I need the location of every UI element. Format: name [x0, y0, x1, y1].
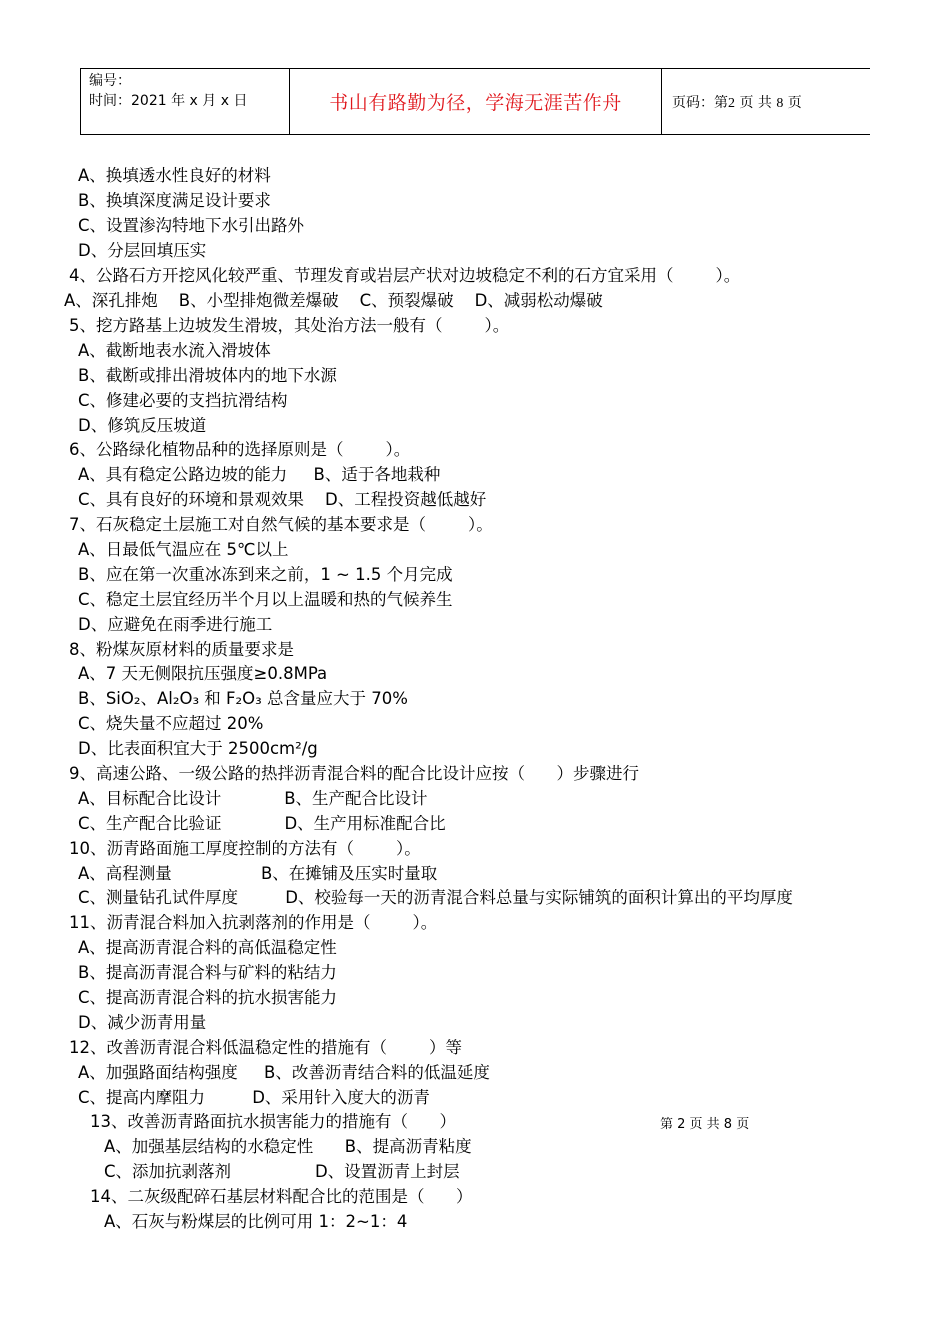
- text-line: A、加强基层结构的水稳定性 B、提高沥青粘度: [104, 1137, 472, 1156]
- text-line: 11、沥青混合料加入抗剥落剂的作用是（ ）。: [69, 913, 438, 932]
- text-line: 10、沥青路面施工厚度控制的方法有（ ）。: [69, 839, 421, 858]
- text-line: 7、石灰稳定土层施工对自然气候的基本要求是（ ）。: [69, 515, 493, 534]
- text-line: A、深孔排炮 B、小型排炮微差爆破 C、预裂爆破 D、减弱松动爆破: [64, 291, 603, 310]
- text-line: D、分层回填压实: [78, 241, 207, 260]
- text-line: B、提高沥青混合料与矿料的粘结力: [78, 963, 337, 982]
- text-line: 14、二灰级配碎石基层材料配合比的范围是（ ）: [90, 1187, 473, 1206]
- text-line: D、应避免在雨季进行施工: [78, 615, 273, 634]
- text-line: C、测量钻孔试件厚度 D、校验每一天的沥青混合料总量与实际铺筑的面积计算出的平均厚度: [78, 888, 793, 907]
- text-line: 8、粉煤灰原材料的质量要求是: [69, 640, 294, 659]
- text-line: 12、改善沥青混合料低温稳定性的措施有（ ）等: [69, 1038, 462, 1057]
- text-line: C、提高内摩阻力 D、采用针入度大的沥青: [78, 1088, 430, 1107]
- text-line: D、修筑反压坡道: [78, 416, 207, 435]
- page-suffix: 页: [783, 94, 802, 111]
- text-line: D、比表面积宜大于 2500cm²/g: [78, 739, 318, 758]
- header-meta-cell: [81, 69, 290, 135]
- page-number-note: 第 2 页 共 8 页: [660, 1117, 750, 1132]
- text-line: A、高程测量 B、在摊铺及压实时量取: [78, 864, 438, 883]
- text-line: 4、公路石方开挖风化较严重、节理发育或岩层产状对边坡稳定不利的石方宜采用（ ）。: [69, 266, 741, 285]
- text-line: 9、高速公路、一级公路的热拌沥青混合料的配合比设计应按（ ）步骤进行: [69, 764, 639, 783]
- text-line: 5、挖方路基上边坡发生滑坡，其处治方法一般有（ ）。: [69, 316, 510, 335]
- page-prefix: 页码：第: [672, 94, 728, 111]
- text-line: B、换填深度满足设计要求: [78, 191, 271, 210]
- header-page-info: [662, 69, 871, 135]
- text-line: A、目标配合比设计 B、生产配合比设计: [78, 789, 428, 808]
- text-line: B、应在第一次重冰冻到来之前，1 ~ 1.5 个月完成: [78, 565, 453, 584]
- text-line: A、7 天无侧限抗压强度≥0.8MPa: [78, 664, 328, 683]
- text-line: D、减少沥青用量: [78, 1013, 207, 1032]
- text-line: A、具有稳定公路边坡的能力 B、适于各地栽种: [78, 465, 441, 484]
- text-line: C、生产配合比验证 D、生产用标准配合比: [78, 814, 446, 833]
- page-current: 2: [728, 95, 735, 111]
- text-line: C、稳定土层宜经历半个月以上温暖和热的气候养生: [78, 590, 453, 609]
- text-line: C、设置渗沟特地下水引出路外: [78, 216, 305, 235]
- text-line: A、截断地表水流入滑坡体: [78, 341, 271, 360]
- header-motto: 书山有路勤为径，学海无涯苦作舟: [290, 69, 662, 135]
- text-line: B、截断或排出滑坡体内的地下水源: [78, 366, 337, 385]
- text-line: 6、公路绿化植物品种的选择原则是（ ）。: [69, 440, 411, 459]
- doc-date-label: 时间：2021 年 x 月 x 日: [89, 93, 248, 109]
- text-line: A、换填透水性良好的材料: [78, 166, 271, 185]
- text-line: A、加强路面结构强度 B、改善沥青结合料的低温延度: [78, 1063, 490, 1082]
- text-line: B、SiO₂、Al₂O₃ 和 F₂O₃ 总含量应大于 70%: [78, 689, 408, 708]
- document-header: [80, 68, 870, 135]
- text-line: A、日最低气温应在 5℃以上: [78, 540, 289, 559]
- text-line: C、添加抗剥落剂 D、设置沥青上封层: [104, 1162, 460, 1181]
- text-line: C、修建必要的支挡抗滑结构: [78, 391, 288, 410]
- text-line: A、提高沥青混合料的高低温稳定性: [78, 938, 337, 957]
- page-middle: 页 共: [735, 94, 777, 111]
- text-line: C、提高沥青混合料的抗水损害能力: [78, 988, 338, 1007]
- text-line: A、石灰与粉煤层的比例可用 1：2~1：4: [104, 1212, 408, 1231]
- text-line: C、烧失量不应超过 20%: [78, 714, 264, 733]
- doc-code-label: 编号：: [89, 73, 131, 89]
- page-total: 8: [776, 95, 784, 111]
- text-line: 13、改善沥青路面抗水损害能力的措施有（ ）: [90, 1112, 456, 1131]
- text-line: C、具有良好的环境和景观效果 D、工程投资越低越好: [78, 490, 487, 509]
